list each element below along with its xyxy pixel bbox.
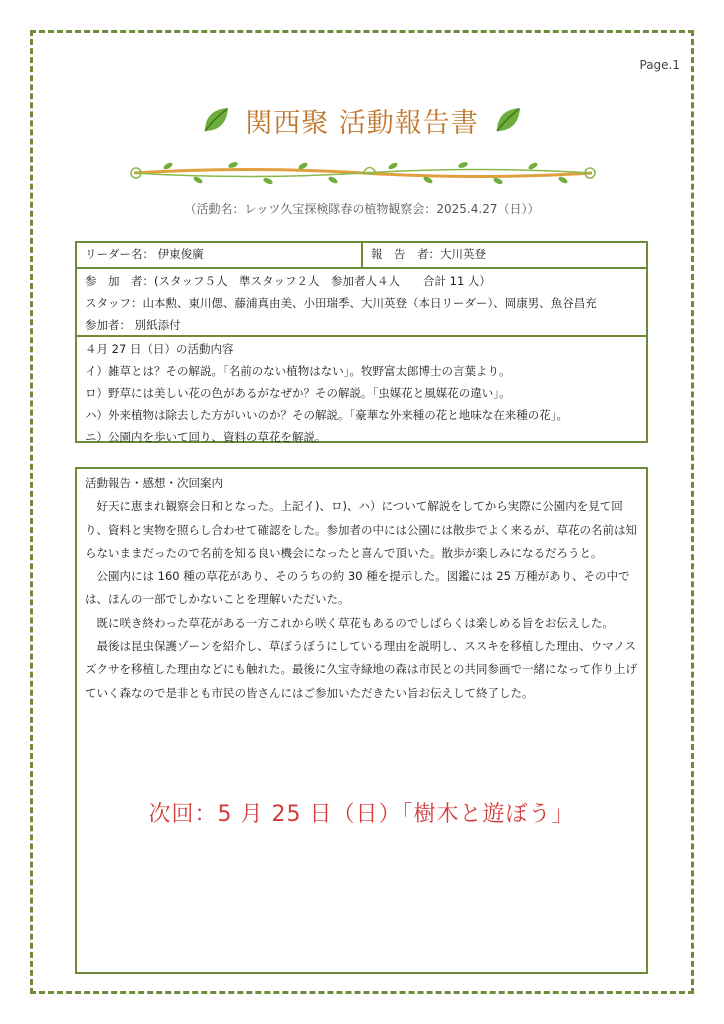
activity-item: ニ）公園内を歩いて回り、資料の草花を解説。: [85, 430, 327, 444]
report-paragraph: 既に咲き終わった草花がある一方これから咲く草花もあるのでしばらくは楽しめる旨をお伝えした。: [96, 615, 614, 630]
report-paragraph: 最後は昆虫保護ゾーンを紹介し、草ぼうぼうにしている理由を説明し、ススキを移植した理由、ウマノスズクサを移植した理由などにも触れた。最後に久宝寺緑地の森は市民との共同参画で一緒になって作り上げていく森なので是非とも市民の皆さんにはご参加いただきたい旨お伝えして終了した。: [85, 639, 637, 700]
activity-item: イ）雑草とは？その解説。「名前のない植物はない」。牧野富太郎博士の言葉より。: [85, 364, 511, 378]
activity-subtitle: （活動名：レッツ久宝探検隊春の植物観察会：2025.4.27（日））: [184, 202, 540, 216]
leaf-icon: [493, 105, 523, 135]
report-heading: 活動報告・感想・次回案内: [85, 476, 223, 490]
report-paragraph: 好天に恵まれ観察会日和となった。上記イ)、ロ)、ハ）について解説をしてから実際に公園内を見て回り、資料と実物を照らし合わせて確認をした。参加者の中には公園には散歩でよく来るが、草花の名前は知らないままだったので名前を知る良い機会になったと喜んで頂いた。散歩が楽しみになるだろうと。: [85, 499, 637, 560]
next-event: 次回：5 月 25 日（日）「樹木と遊ぼう」: [148, 802, 575, 827]
activity-item: ハ）外来植物は除去した方がいいのか？その解説。「豪華な外来種の花と地味な在来種の花」。: [85, 408, 568, 422]
report-body: [85, 495, 638, 705]
participants-summary: 参 加 者：(スタッフ５人 準スタッフ２人 参加者人４人 合計 11 人）: [85, 274, 491, 288]
attendees: 参加者： 別紙添付: [85, 318, 181, 332]
report-box: [75, 467, 648, 974]
info-row-activities: [77, 337, 646, 449]
info-row-participants: [77, 269, 646, 337]
title-row: [0, 100, 724, 140]
page-number: Page.1: [639, 58, 680, 72]
leaf-icon: [201, 105, 231, 135]
info-table: [75, 241, 648, 443]
info-row-leader: [77, 243, 646, 269]
leader-name: リーダー名： 伊東俊廣: [77, 243, 363, 267]
report-paragraph: 公園内には 160 種の草花があり、そのうちの約 30 種を提示した。図鑑には 25 万種があり、その中では、ほんの一部でしかないことを理解いただいた。: [85, 569, 630, 607]
reporter-name: 報 告 者：大川英登: [371, 247, 486, 261]
activity-heading: ４月 27 日（日）の活動内容: [85, 342, 234, 356]
staff-list: スタッフ：山本勲、東川偲、藤浦真由美、小田瑞季、大川英登（本日リーダー）、岡康男、魚谷昌充: [85, 296, 597, 310]
activity-item: ロ）野草には美しい花の色があるがなぜか？その解説。「虫媒花と風媒花の違い」。: [85, 386, 511, 400]
vine-divider-icon: [128, 158, 598, 188]
page-title: 関西聚 活動報告書: [245, 107, 479, 139]
